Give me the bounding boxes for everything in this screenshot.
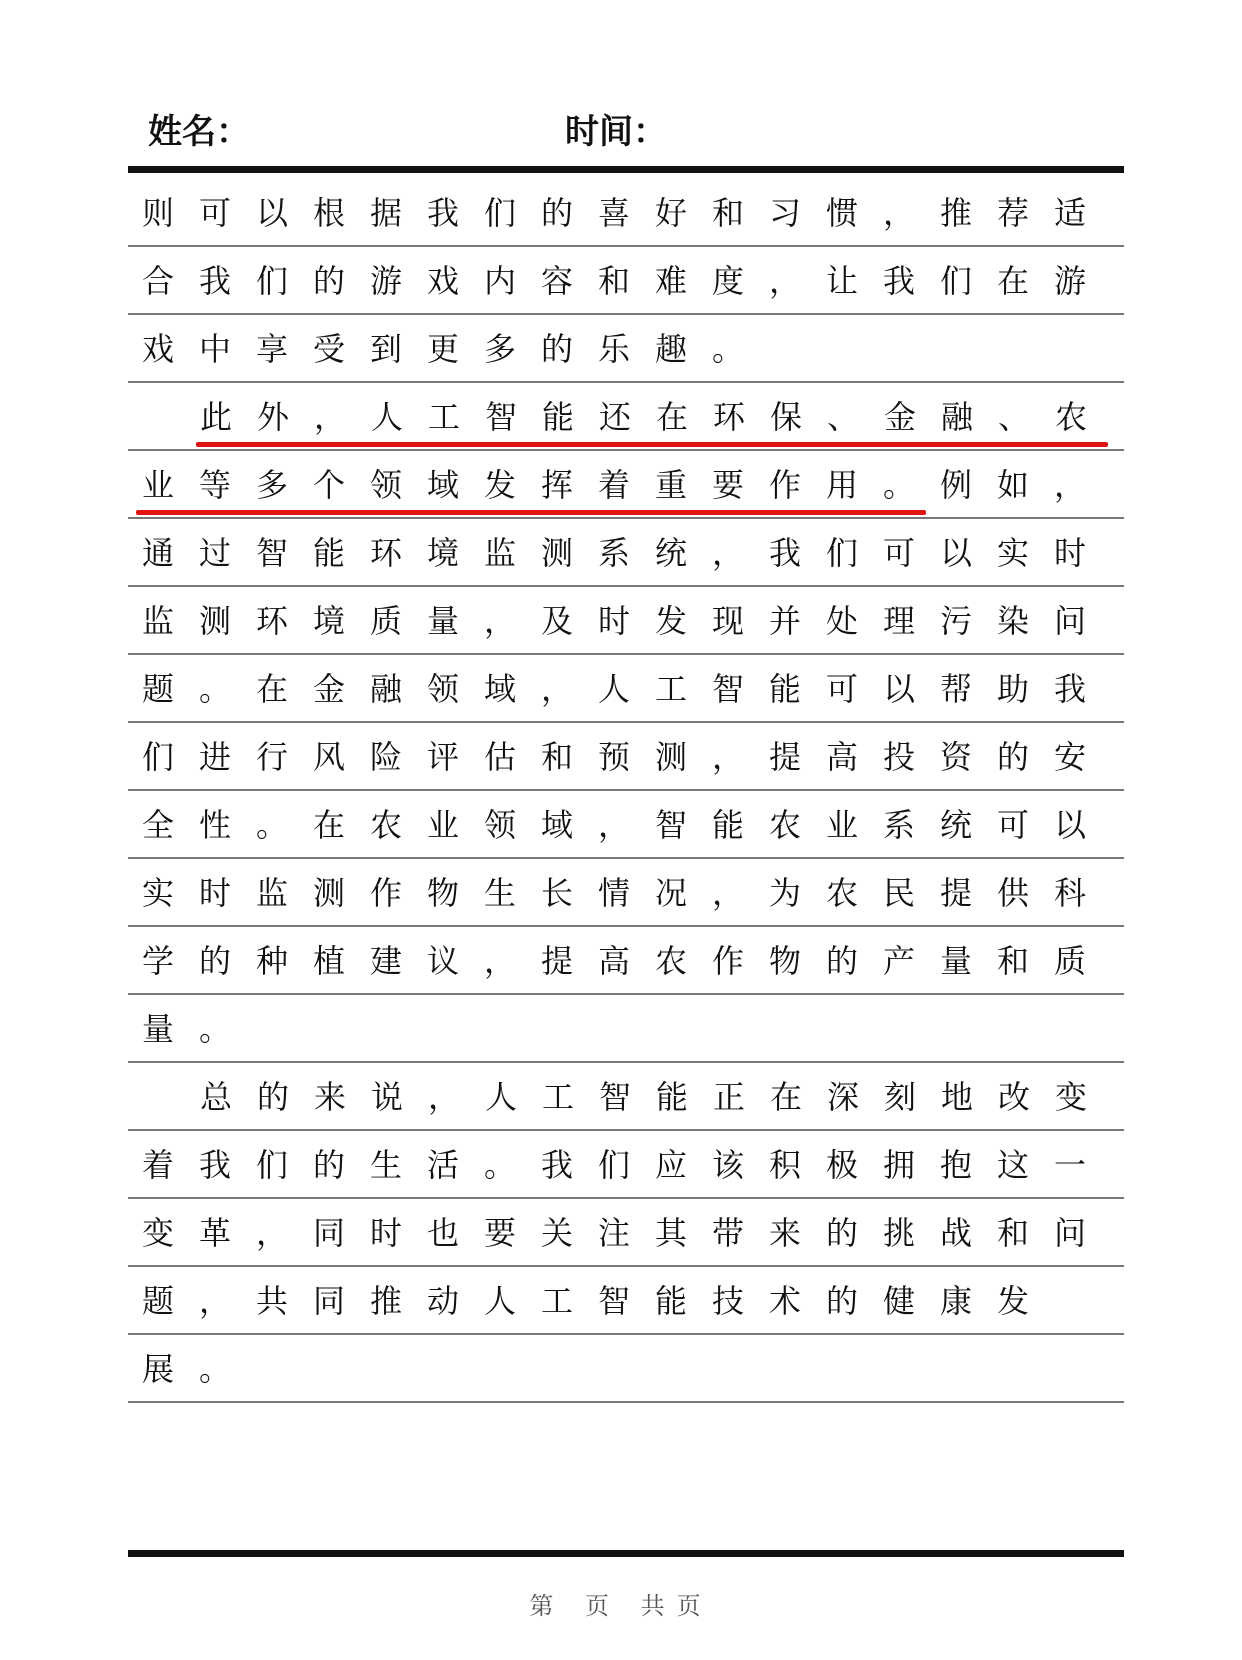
name-label: 姓名： [148,112,250,152]
line-text: 量。 [142,1010,257,1048]
text-line [128,243,1124,315]
line-text: 总的来说，人工智能正在深刻地改变 [200,1078,1113,1116]
line-text: 变革，同时也要关注其带来的挑战和问 [142,1214,1112,1252]
line-text: 学的种植建议，提高农作物的产量和质 [142,942,1112,980]
line-text: 合我们的游戏内容和难度，让我们在游 [142,262,1112,300]
top-rule [128,166,1124,173]
line-text: 题，共同推动人工智能技术的健康发 [142,1282,1055,1320]
line-text: 着我们的生活。我们应该积极拥抱这一 [142,1146,1112,1184]
text-line [128,1195,1124,1267]
text-line [128,855,1124,927]
text-line [128,651,1124,723]
text-line [128,447,1124,519]
text-line [128,923,1124,995]
line-text: 实时监测作物生长情况，为农民提供科 [142,874,1112,912]
line-text: 戏中享受到更多的乐趣。 [142,330,770,368]
line-text: 通过智能环境监测系统，我们可以实时 [142,534,1112,572]
bottom-rule [128,1550,1124,1557]
text-line [128,787,1124,859]
text-line [128,175,1124,247]
text-line [128,1127,1124,1199]
text-line [128,311,1124,383]
line-text: 们进行风险评估和预测，提高投资的安 [142,738,1112,776]
text-line [128,1331,1124,1403]
line-text: 监测环境质量，及时发现并处理污染问 [142,602,1112,640]
text-line [128,991,1124,1063]
line-text: 题。在金融领域，人工智能可以帮助我 [142,670,1112,708]
text-line [128,1263,1124,1335]
line-text: 展。 [142,1350,257,1388]
text-line [128,719,1124,791]
page-footer: 第 页 共页 [529,1592,713,1620]
time-label: 时间： [565,112,667,152]
line-text: 业等多个领域发挥着重要作用。例如， [142,466,1112,504]
line-text: 全性。在农业领域，智能农业系统可以 [142,806,1112,844]
text-line [128,583,1124,655]
line-text: 则可以根据我们的喜好和习惯，推荐适 [142,194,1112,232]
text-line [128,515,1124,587]
text-line [128,379,1124,451]
text-line [128,1059,1124,1131]
line-text: 此外，人工智能还在环保、金融、农 [200,398,1113,436]
